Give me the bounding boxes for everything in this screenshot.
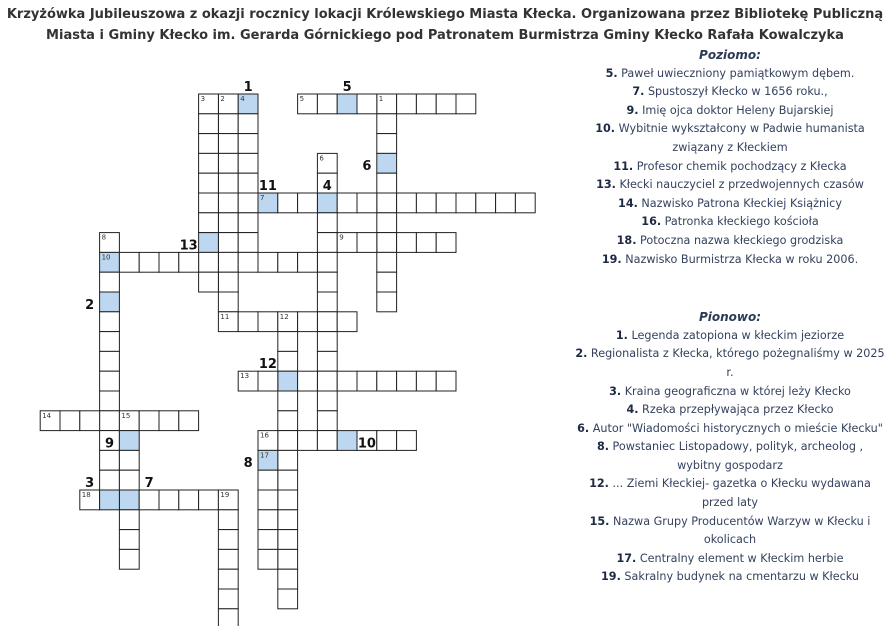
down-clue-12	[575, 475, 885, 512]
grid-cell[interactable]	[139, 490, 159, 510]
cell-number-18: 18	[81, 491, 91, 499]
clue-number: 17.	[616, 551, 637, 565]
solution-marker-5: 5	[342, 80, 352, 95]
grid-cell[interactable]	[258, 470, 278, 490]
grid-cell[interactable]	[436, 193, 456, 213]
down-clue-2	[575, 345, 885, 382]
across-clue-9	[575, 102, 885, 121]
grid-cell[interactable]	[218, 292, 238, 312]
grid-cell[interactable]	[377, 213, 397, 233]
across-clue-16	[575, 213, 885, 232]
grid-cell[interactable]	[258, 490, 278, 510]
grid-cell[interactable]	[60, 411, 80, 431]
grid-cell[interactable]	[218, 569, 238, 589]
grid-cell[interactable]	[100, 312, 120, 332]
clue-text: Nazwa Grupy Producentów Warzyw w Kłecku i okolicach	[609, 514, 871, 547]
clue-number: 1.	[615, 328, 628, 342]
cell-number-16: 16	[260, 431, 269, 440]
clue-text: Patronka kłeckiego kościoła	[661, 215, 819, 229]
cell-number-2: 2	[220, 95, 225, 103]
cell-number-11: 11	[220, 312, 230, 321]
grid-cell[interactable]	[397, 371, 417, 391]
grid-cell[interactable]	[258, 549, 278, 569]
grid-cell[interactable]	[218, 272, 238, 292]
clue-text: Regionalista z Kłecka, którego pożegnaliśmy w 2025 r.	[587, 347, 885, 379]
solution-marker-3: 3	[85, 476, 95, 491]
grid-cell[interactable]	[317, 233, 337, 253]
grid-cell[interactable]	[258, 510, 278, 530]
clue-number: 2.	[575, 347, 588, 361]
grid-cell[interactable]	[218, 173, 238, 193]
cell-number-8: 8	[101, 233, 107, 242]
cell-number-7: 7	[260, 194, 265, 202]
grid-cell[interactable]	[199, 193, 219, 213]
grid-cell[interactable]	[238, 213, 258, 233]
grid-cell[interactable]	[278, 569, 298, 589]
across-clue-5	[575, 65, 885, 84]
grid-cell[interactable]	[317, 371, 337, 391]
clue-number: 6.	[577, 421, 590, 435]
grid-cell[interactable]	[298, 252, 318, 272]
grid-cell[interactable]	[238, 134, 258, 154]
grid-cell[interactable]	[298, 312, 318, 332]
solution-marker-10: 10	[357, 436, 376, 452]
clue-number: 16.	[641, 215, 662, 229]
grid-cell[interactable]	[218, 193, 238, 213]
grid-cell[interactable]	[515, 193, 535, 213]
grid-cell[interactable]	[436, 94, 456, 114]
grid-cell[interactable]	[278, 549, 298, 569]
grid-cell[interactable]	[119, 490, 139, 510]
grid-cell[interactable]	[119, 431, 139, 451]
grid-cell[interactable]	[357, 371, 377, 391]
cell-number-17: 17	[260, 451, 269, 460]
grid-cell[interactable]	[100, 332, 120, 352]
down-clue-19	[575, 568, 885, 587]
grid-cell[interactable]	[397, 233, 417, 253]
grid-cell[interactable]	[238, 233, 258, 253]
grid-cell[interactable]	[317, 351, 337, 371]
grid-cell[interactable]	[278, 510, 298, 530]
grid-cell[interactable]	[119, 530, 139, 550]
grid-cell[interactable]	[416, 371, 436, 391]
clue-number: 15.	[589, 514, 610, 528]
grid-cell[interactable]	[377, 431, 397, 451]
grid-cell[interactable]	[317, 332, 337, 352]
grid-cell[interactable]	[416, 193, 436, 213]
grid-cell[interactable]	[100, 292, 120, 312]
grid-cell[interactable]	[317, 391, 337, 411]
grid-cell[interactable]	[416, 94, 436, 114]
cell-number-15: 15	[121, 411, 131, 420]
down-clue-3	[575, 383, 885, 402]
grid-cell[interactable]	[100, 371, 120, 391]
grid-cell[interactable]	[119, 549, 139, 569]
grid-cell[interactable]	[218, 114, 238, 134]
clue-number: 11.	[613, 159, 634, 173]
grid-cell[interactable]	[179, 252, 199, 272]
clue-text: Legenda zatopiona w kłeckim jeziorze	[627, 328, 845, 342]
grid-cell[interactable]	[397, 431, 417, 451]
grid-cell[interactable]	[238, 193, 258, 213]
grid-cell[interactable]	[179, 411, 199, 431]
grid-cell[interactable]	[100, 272, 120, 292]
clue-text: Wybitnie wykształcony w Padwie humanista związany z Kłeckiem	[615, 122, 865, 154]
cell-number-10: 10	[101, 253, 111, 262]
grid-cell[interactable]	[317, 431, 337, 451]
cell-number-9: 9	[339, 233, 344, 242]
down-clue-4	[575, 401, 885, 420]
grid-cell[interactable]	[298, 371, 318, 391]
grid-cell[interactable]	[218, 233, 238, 253]
grid-cell[interactable]	[119, 450, 139, 470]
clue-number: 19.	[601, 252, 622, 266]
clue-text: Kraina geograficzna w której leży Kłecko	[621, 384, 851, 398]
clue-number: 12.	[589, 477, 609, 491]
grid-cell[interactable]	[258, 252, 278, 272]
grid-cell[interactable]	[496, 193, 516, 213]
grid-cell[interactable]	[337, 431, 357, 451]
clue-number: 19.	[601, 570, 621, 584]
clue-number: 10.	[595, 122, 616, 136]
grid-cell[interactable]	[377, 292, 397, 312]
grid-cell[interactable]	[337, 371, 357, 391]
grid-cell[interactable]	[199, 153, 219, 173]
grid-cell[interactable]	[199, 213, 219, 233]
cell-number-12: 12	[279, 312, 289, 321]
clue-number: 9.	[626, 103, 639, 117]
across-clue-13	[575, 176, 885, 195]
clue-text: Powstaniec Listopadowy, polityk, archeolog , wybitny gospodarz	[608, 440, 864, 472]
grid-cell[interactable]	[298, 193, 318, 213]
across-clue-14	[575, 195, 885, 214]
title-line-1: Krzyżówka Jubileuszowa z okazji rocznicy lokacji Królewskiego Miasta Kłecka. Organizowana przez Bibliotekę Publiczną	[6, 7, 884, 22]
cell-number-14: 14	[42, 411, 52, 420]
cell-number-1: 1	[378, 95, 384, 103]
grid-cell[interactable]	[100, 391, 120, 411]
grid-cell[interactable]	[218, 134, 238, 154]
grid-cell[interactable]	[377, 173, 397, 193]
grid-cell[interactable]	[278, 391, 298, 411]
solution-marker-2: 2	[85, 297, 95, 313]
grid-cell[interactable]	[100, 470, 120, 490]
cell-number-3: 3	[200, 95, 206, 103]
solution-marker-7: 7	[144, 476, 154, 491]
clue-number: 14.	[618, 196, 638, 210]
clue-text: Nazwisko Burmistrza Kłecka w roku 2006.	[621, 252, 859, 266]
clue-text: Kłecki nauczyciel z przedwojennych czasów	[615, 178, 864, 192]
across-clue-18	[575, 232, 885, 251]
grid-cell[interactable]	[278, 589, 298, 609]
grid-cell[interactable]	[357, 233, 377, 253]
grid-cell[interactable]	[317, 94, 337, 114]
grid-cell[interactable]	[278, 411, 298, 431]
cell-number-19: 19	[220, 491, 230, 499]
down-clue-list	[575, 327, 885, 587]
clue-number: 13.	[596, 178, 616, 192]
grid-cell[interactable]	[416, 233, 436, 253]
grid-cell[interactable]	[377, 114, 397, 134]
clue-text: Rzeka przepływająca przez Kłecko	[638, 403, 834, 417]
grid-cell[interactable]	[317, 312, 337, 332]
grid-cell[interactable]	[199, 233, 219, 253]
solution-marker-1: 1	[243, 80, 253, 95]
grid-cell[interactable]	[238, 312, 258, 332]
across-clue-7	[575, 83, 885, 102]
grid-cell[interactable]	[218, 530, 238, 550]
grid-cell[interactable]	[119, 252, 139, 272]
grid-cell[interactable]	[278, 450, 298, 470]
grid-cell[interactable]	[377, 252, 397, 272]
grid-cell[interactable]	[159, 490, 179, 510]
grid-cell[interactable]	[377, 153, 397, 173]
clue-text: Spustoszył Kłecko w 1656 roku.,	[644, 85, 828, 99]
clue-text: Nazwisko Patrona Kłeckiej Książnicy	[637, 196, 842, 210]
across-clue-11	[575, 158, 885, 177]
grid-cell[interactable]	[238, 252, 258, 272]
grid-cell[interactable]	[298, 431, 318, 451]
grid-cell[interactable]	[119, 470, 139, 490]
clue-text: Potoczna nazwa kłeckiego grodziska	[636, 233, 844, 247]
grid-cell[interactable]	[258, 530, 278, 550]
down-clue-17	[575, 550, 885, 569]
clue-number: 5.	[605, 66, 618, 80]
grid-cell[interactable]	[278, 252, 298, 272]
grid-cell[interactable]	[397, 193, 417, 213]
solution-marker-11: 11	[258, 179, 277, 194]
grid-cell[interactable]	[317, 411, 337, 431]
grid-cell[interactable]	[377, 233, 397, 253]
grid-cell[interactable]	[337, 193, 357, 213]
title-line-2: Miasta i Gminy Kłecko im. Gerarda Górnickiego pod Patronatem Burmistrza Gminy Kłecko Rafała Kowalczyka	[46, 28, 844, 43]
down-heading: Pionowo:	[698, 310, 762, 325]
down-clue-1	[575, 327, 885, 346]
grid-cell[interactable]	[278, 530, 298, 550]
grid-cell[interactable]	[397, 94, 417, 114]
grid-cell[interactable]	[377, 272, 397, 292]
grid-cell[interactable]	[100, 351, 120, 371]
grid-cell[interactable]	[199, 173, 219, 193]
grid-cell[interactable]	[278, 470, 298, 490]
down-clue-8	[575, 438, 885, 475]
clue-text: Centralny element w Kłeckim herbie	[636, 551, 844, 565]
grid-cell[interactable]	[199, 272, 219, 292]
grid-cell[interactable]	[357, 193, 377, 213]
clue-text: Paweł uwieczniony pamiątkowym dębem.	[617, 66, 855, 80]
cell-number-6: 6	[319, 154, 324, 163]
grid-cell[interactable]	[278, 332, 298, 352]
grid-cell[interactable]	[317, 193, 337, 213]
grid-cell[interactable]	[337, 312, 357, 332]
grid-cell[interactable]	[278, 371, 298, 391]
down-clue-6	[575, 420, 885, 439]
grid-cell[interactable]	[199, 134, 219, 154]
grid-cell[interactable]	[199, 114, 219, 134]
grid-cell[interactable]	[159, 252, 179, 272]
grid-cell[interactable]	[476, 193, 496, 213]
clue-text: Profesor chemik pochodzący z Kłecka	[633, 159, 847, 173]
clue-text: ... Ziemi Kłeckiej- gazetka o Kłecku wydawana przed laty	[608, 477, 871, 510]
grid-cell[interactable]	[456, 94, 476, 114]
grid-cell[interactable]	[278, 431, 298, 451]
down-clue-15	[575, 513, 885, 550]
clue-number: 7.	[632, 85, 645, 99]
cell-number-5: 5	[299, 95, 305, 103]
grid-cell[interactable]	[100, 411, 120, 431]
grid-cell[interactable]	[199, 490, 219, 510]
grid-cell[interactable]	[456, 193, 476, 213]
grid-cell[interactable]	[436, 371, 456, 391]
grid-cell[interactable]	[317, 213, 337, 233]
grid-cell[interactable]	[377, 134, 397, 154]
clue-number: 18.	[616, 233, 637, 247]
grid-cell[interactable]	[317, 292, 337, 312]
solution-marker-13: 13	[179, 238, 198, 254]
grid-cell[interactable]	[119, 510, 139, 530]
solution-marker-4: 4	[322, 179, 332, 194]
grid-cell[interactable]	[100, 490, 120, 510]
grid-cell[interactable]	[159, 411, 179, 431]
grid-cell[interactable]	[218, 213, 238, 233]
grid-cell[interactable]	[337, 94, 357, 114]
solution-marker-8: 8	[243, 456, 253, 472]
grid-cell[interactable]	[179, 490, 199, 510]
clue-text: Imię ojca doktor Heleny Bujarskiej	[638, 103, 834, 117]
solution-marker-6: 6	[362, 159, 372, 175]
grid-cell[interactable]	[139, 252, 159, 272]
grid-cell[interactable]	[80, 411, 100, 431]
grid-cell[interactable]	[377, 371, 397, 391]
grid-cell[interactable]	[218, 609, 238, 626]
solution-marker-12: 12	[258, 357, 277, 373]
grid-cell[interactable]	[238, 114, 258, 134]
across-clue-19	[575, 251, 885, 270]
grid-cell[interactable]	[238, 173, 258, 193]
grid-cell[interactable]	[218, 589, 238, 609]
grid-cell[interactable]	[317, 252, 337, 272]
clue-number: 4.	[626, 403, 639, 417]
clue-panel	[575, 46, 885, 587]
grid-cell[interactable]	[238, 153, 258, 173]
grid-cell[interactable]	[258, 312, 278, 332]
clue-number: 8.	[596, 440, 609, 454]
clue-number: 3.	[609, 384, 622, 398]
grid-cell[interactable]	[278, 193, 298, 213]
grid-cell[interactable]	[278, 351, 298, 371]
across-clue-list	[575, 65, 885, 270]
cell-number-13: 13	[240, 372, 250, 381]
solution-marker-9: 9	[104, 436, 115, 452]
grid-cell[interactable]	[100, 450, 120, 470]
grid-cell[interactable]	[357, 94, 377, 114]
clue-text: Autor "Wiadomości historycznych o mieście Kłecku"	[589, 421, 883, 435]
cell-number-4: 4	[240, 95, 245, 103]
grid-cell[interactable]	[258, 371, 278, 391]
across-clue-10	[575, 120, 885, 157]
grid-cell[interactable]	[218, 510, 238, 530]
clue-text: Sakralny budynek na cmentarzu w Kłecku	[620, 570, 859, 584]
grid-cell[interactable]	[218, 549, 238, 569]
grid-cell[interactable]	[218, 153, 238, 173]
across-heading: Poziomo:	[699, 48, 761, 62]
grid-cell[interactable]	[436, 233, 456, 253]
grid-cell[interactable]	[377, 193, 397, 213]
grid-cell[interactable]	[139, 411, 159, 431]
grid-cell[interactable]	[317, 272, 337, 292]
grid-cell[interactable]	[278, 490, 298, 510]
grid-cell[interactable]	[218, 252, 238, 272]
grid-cell[interactable]	[199, 252, 219, 272]
